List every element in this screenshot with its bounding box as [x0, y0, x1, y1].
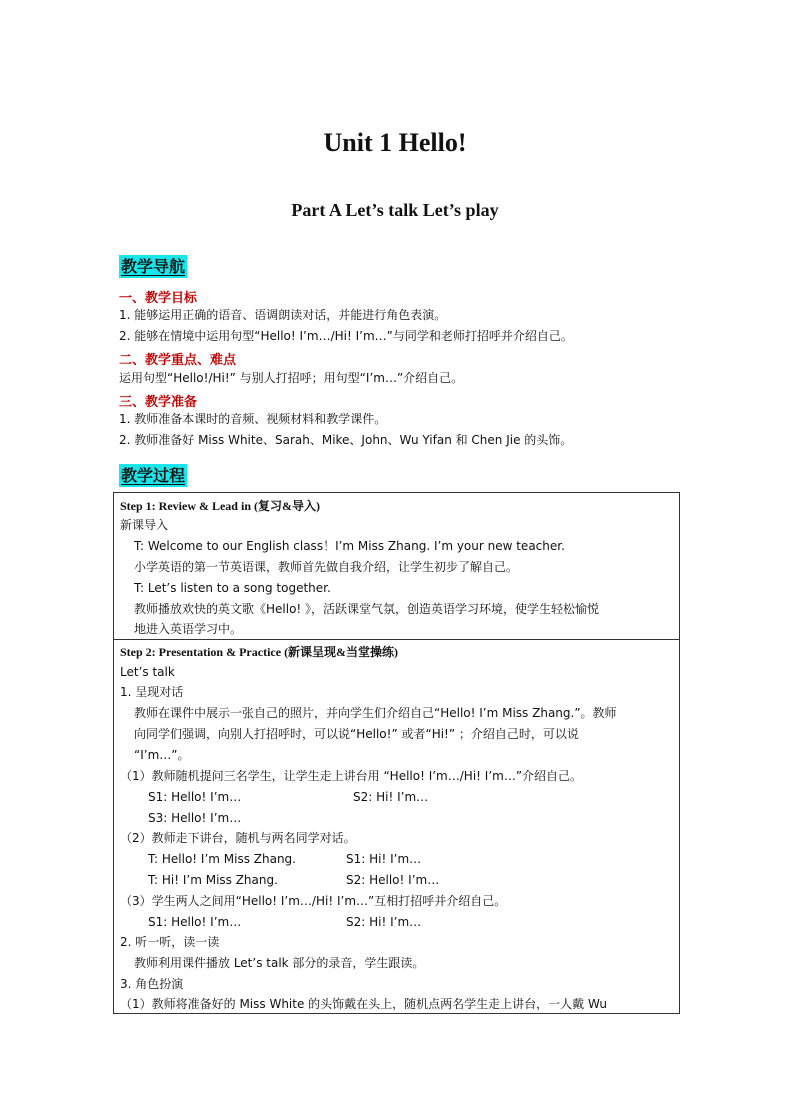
step2-line: S2: Hello! I’m…	[346, 873, 440, 887]
step2-line: 向同学们强调，向别人打招呼时，可以说“Hello!” 或者“Hi!” ；介绍自己时，可以说	[134, 727, 579, 741]
step2-line: 2. 听一听，读一读	[120, 935, 220, 949]
prep-1: 1. 教师准备本课时的音频、视频材料和教学课件。	[119, 412, 387, 426]
objective-1: 1. 能够运用正确的语音、语调朗读对话，并能进行角色表演。	[119, 308, 447, 322]
step2-line: S2: Hi! I’m…	[353, 790, 429, 804]
step1-heading: Step 1: Review & Lead in (复习&导入)	[120, 499, 320, 513]
keypoints-heading: 二、教学重点、难点	[119, 353, 237, 368]
step2-line: （1）教师将准备好的 Miss White 的头饰戴在头上，随机点两名学生走上讲台，一人戴 Wu	[120, 997, 608, 1011]
step2-line: Let’s talk	[120, 665, 175, 679]
step2-heading: Step 2: Presentation & Practice (新课呈现&当堂操练)	[120, 645, 399, 659]
step2-line: 教师利用课件播放 Let’s talk 部分的录音，学生跟读。	[134, 956, 425, 970]
step2-line: S3: Hello! I’m…	[148, 811, 242, 825]
step1-line: 小学英语的第一节英语课，教师首先做自我介绍，让学生初步了解自己。	[134, 560, 519, 574]
step2-line: 1. 呈现对话	[120, 685, 184, 699]
teaching-guide-tag: 教学导航	[121, 257, 186, 276]
step2-line: （1）教师随机提问三名学生，让学生走上讲台用 “Hello! I’m…/Hi! I’m…”介绍自己。	[120, 769, 583, 783]
objectives-heading: 一、教学目标	[119, 291, 198, 306]
step2-line: S1: Hello! I’m…	[148, 790, 242, 804]
prep-2: 2. 教师准备好 Miss White、Sarah、Mike、John、Wu Yifan 和 Chen Jie 的头饰。	[119, 433, 573, 447]
step1-line: T: Let’s listen to a song together.	[134, 581, 331, 595]
step2-line: S2: Hi! I’m…	[346, 915, 422, 929]
prep-heading: 三、教学准备	[119, 395, 198, 410]
step2-line: “I’m…”。	[134, 748, 190, 762]
step2-line: T: Hi! I’m Miss Zhang.	[148, 873, 278, 887]
process-table	[113, 492, 680, 1014]
step1-line: 地进入英语学习中。	[134, 622, 243, 636]
step1-line: 教师播放欢快的英文歌《Hello! 》，活跃课堂气氛，创造英语学习环境，使学生轻松愉悦	[134, 602, 600, 616]
document-subtitle: Part A Let’s talk Let’s play	[291, 200, 499, 220]
keypoints-text: 运用句型“Hello!/Hi!” 与别人打招呼；用句型“I’m…”介绍自己。	[119, 371, 464, 385]
step2-line: S1: Hi! I’m…	[346, 852, 422, 866]
document-title: Unit 1 Hello!	[323, 128, 467, 157]
step-divider	[114, 639, 679, 640]
objective-2: 2. 能够在情境中运用句型“Hello! I’m…/Hi! I’m…”与同学和老师打招呼并介绍自己。	[119, 329, 573, 343]
step2-line: 3. 角色扮演	[120, 977, 184, 991]
step2-line: T: Hello! I’m Miss Zhang.	[148, 852, 296, 866]
step2-line: （3）学生两人之间用“Hello! I’m…/Hi! I’m…”互相打招呼并介绍自己。	[120, 894, 507, 908]
step1-line: 新课导入	[120, 518, 169, 532]
step1-line: T: Welcome to our English class！I’m Miss Zhang. I’m your new teacher.	[134, 539, 565, 553]
step2-line: 教师在课件中展示一张自己的照片，并向学生们介绍自己“Hello! I’m Miss Zhang.”。教师	[134, 706, 617, 720]
teaching-process-tag: 教学过程	[121, 466, 186, 485]
step2-line: （2）教师走下讲台，随机与两名同学对话。	[120, 831, 356, 845]
step2-line: S1: Hello! I’m…	[148, 915, 242, 929]
